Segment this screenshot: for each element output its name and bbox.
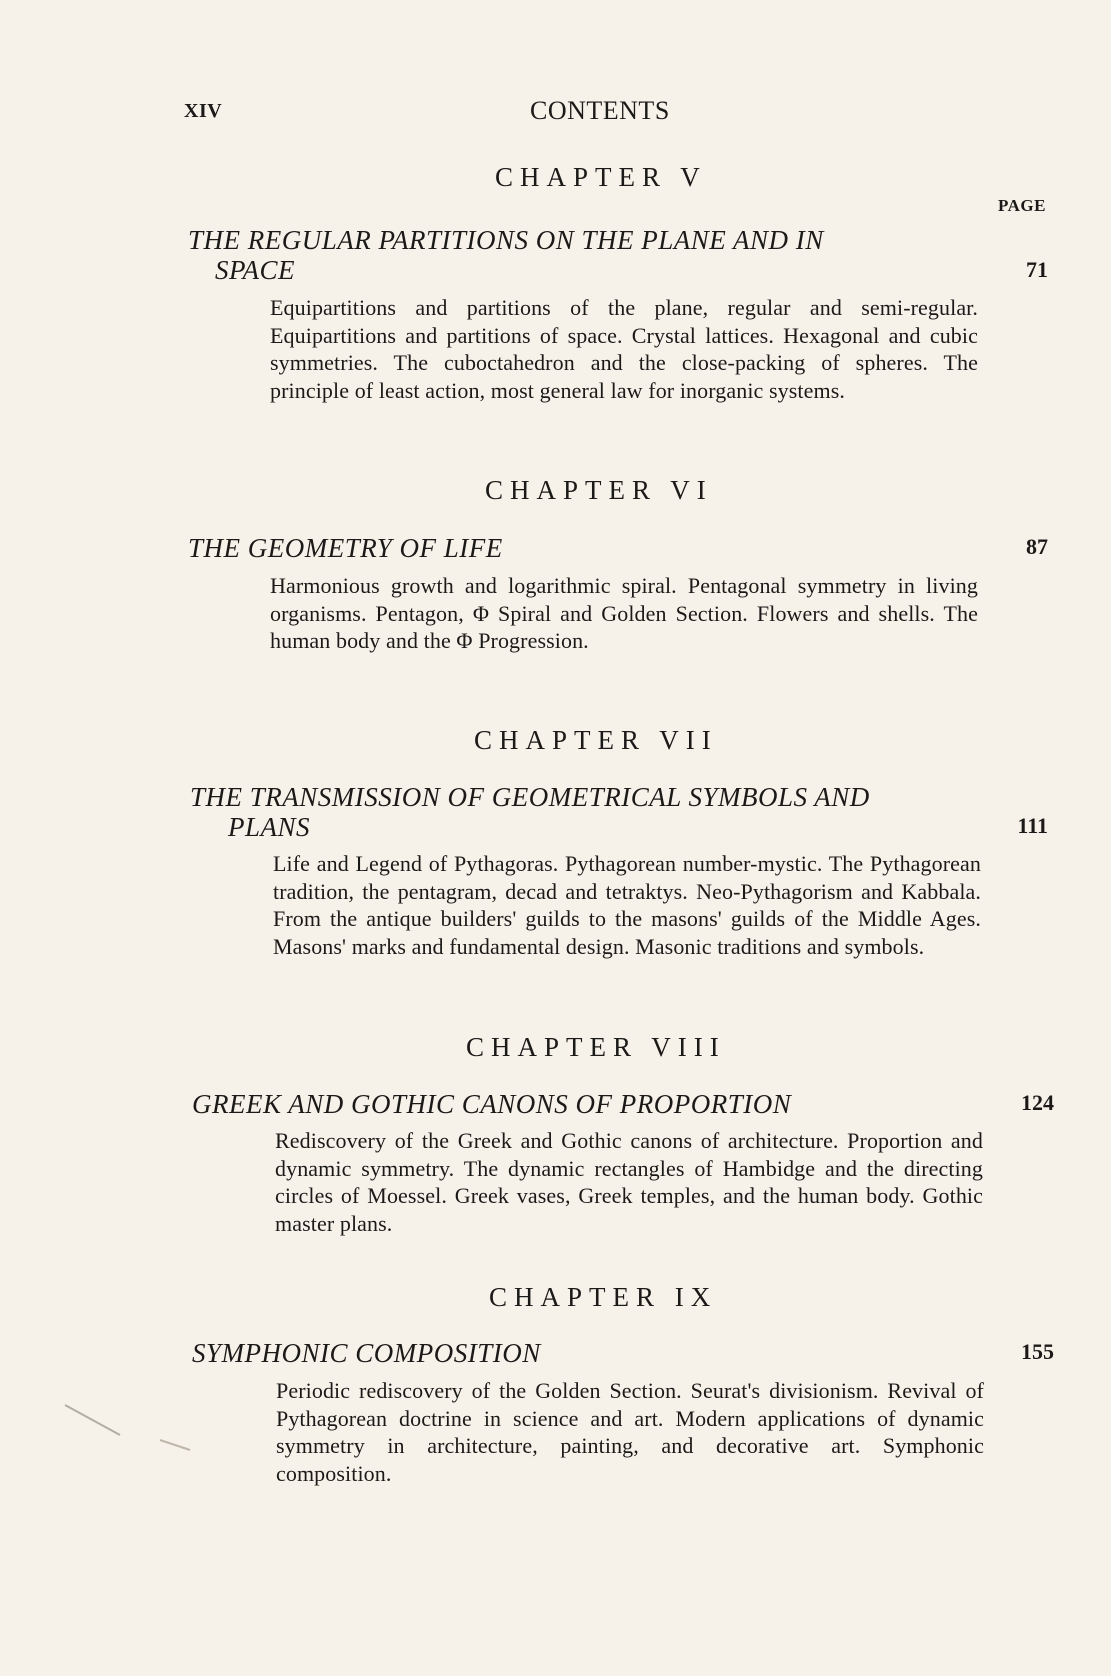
chapter-page-number: 87: [1026, 534, 1048, 559]
chapter-heading: CHAPTER VIII: [466, 1032, 726, 1062]
chapter-title-line: PLANS: [228, 812, 311, 842]
chapter-heading: CHAPTER IX: [489, 1282, 718, 1312]
chapter-page-number: 155: [1021, 1339, 1054, 1364]
chapter-title: [188, 225, 1008, 285]
chapter-heading: CHAPTER V: [495, 162, 707, 192]
chapter-page-number: 111: [1017, 813, 1048, 838]
chapter-title-line: GREEK AND GOTHIC CANONS OF PROPORTION: [192, 1089, 792, 1119]
chapter-page-number: 124: [1021, 1090, 1054, 1115]
chapter-title: [188, 533, 1008, 563]
chapter-summary: Equipartitions and partitions of the plane, regular and semi-regular. Equipartitions and partitions of space. Crystal lattices. Hexagonal and cubic symmetries. The cuboctahedron and the close-packing of spheres. The principle of least action, most general law for inorganic systems.: [270, 295, 978, 403]
chapter-summary: Harmonious growth and logarithmic spiral. Pentagonal symmetry in living organisms. Pentagon, Φ Spiral and Golden Section. Flowers and shells. The human body and the Φ Progression.: [270, 573, 978, 653]
chapter-summary: Rediscovery of the Greek and Gothic canons of architecture. Proportion and dynamic symmetry. The dynamic rectangles of Hambidge and the directing circles of Moessel. Greek vases, Greek temples, and the human body. Gothic master plans.: [275, 1128, 983, 1236]
chapter-title-line: THE GEOMETRY OF LIFE: [188, 533, 503, 563]
chapter-page-number: 71: [1026, 257, 1048, 282]
chapter-heading: CHAPTER VII: [474, 725, 718, 755]
chapter-title-line: SPACE: [215, 255, 296, 285]
paper-smudge-mark: [60, 1395, 200, 1465]
chapter-title-line: SYMPHONIC COMPOSITION: [192, 1338, 541, 1368]
chapter-summary: Periodic rediscovery of the Golden Section. Seurat's divisionism. Revival of Pythagorean doctrine in science and art. Modern applications of dynamic symmetry in architecture, painting, and decorative art. Symphonic composition.: [276, 1378, 984, 1486]
running-head: CONTENTS: [530, 96, 670, 125]
chapter-summary: Life and Legend of Pythagoras. Pythagorean number-mystic. The Pythagorean tradition, the pentagram, decad and tetraktys. Neo-Pythagorism and Kabbala. From the antique builders' guilds to the masons' guilds of the Middle Ages. Masons' marks and fundamental design. Masonic traditions and symbols.: [273, 851, 981, 959]
page-folio: XIV: [184, 100, 223, 122]
chapter-title: [192, 1089, 1012, 1119]
chapter-title-line: THE TRANSMISSION OF GEOMETRICAL SYMBOLS AND: [190, 782, 870, 812]
chapter-title: [192, 1338, 1012, 1368]
chapter-heading: CHAPTER VI: [485, 475, 713, 505]
chapter-title-line: THE REGULAR PARTITIONS ON THE PLANE AND IN: [188, 225, 824, 255]
page-column-label: PAGE: [998, 196, 1046, 215]
chapter-title: [190, 782, 1010, 842]
